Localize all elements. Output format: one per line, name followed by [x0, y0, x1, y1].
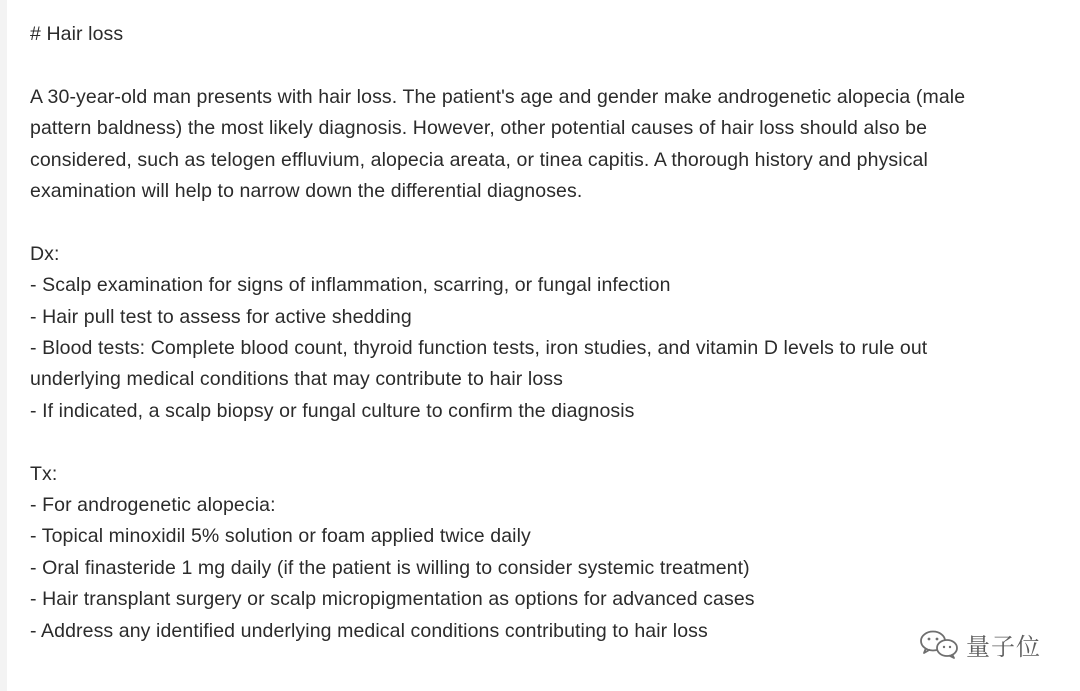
tx-item: - Address any identified underlying medical conditions contributing to hair loss [30, 619, 708, 642]
tx-item: - Topical minoxidil 5% solution or foam applied twice daily [30, 525, 531, 548]
intro-paragraph [30, 82, 1065, 208]
dx-section [30, 239, 1065, 427]
spacer [30, 207, 1065, 238]
note-content [30, 19, 1065, 647]
tx-item: - For androgenetic alopecia: [30, 494, 276, 517]
intro-line: considered, such as telogen effluvium, alopecia areata, or tinea capitis. A thorough history and physical [30, 148, 928, 171]
dx-item: - If indicated, a scalp biopsy or fungal culture to confirm the diagnosis [30, 399, 635, 422]
tx-item: - Oral finasteride 1 mg daily (if the patient is willing to consider systemic treatment) [30, 556, 750, 579]
dx-item: underlying medical conditions that may contribute to hair loss [30, 368, 563, 391]
note-heading: # Hair loss [30, 23, 124, 45]
intro-line: pattern baldness) the most likely diagnosis. However, other potential causes of hair loss should also be [30, 117, 928, 140]
tx-label: Tx: [30, 462, 58, 485]
dx-item: - Blood tests: Complete blood count, thyroid function tests, iron studies, and vitamin D levels to rule out [30, 337, 928, 360]
intro-line: A 30-year-old man presents with hair loss. The patient's age and gender make androgenetic alopecia (male [30, 85, 966, 108]
dx-item: - Scalp examination for signs of inflammation, scarring, or fungal infection [30, 274, 671, 297]
watermark-text: 量子位 [966, 632, 1041, 661]
watermark [918, 628, 1041, 660]
spacer [30, 427, 1065, 458]
left-margin-bar [0, 0, 7, 691]
tx-section [30, 459, 1065, 647]
dx-label: Dx: [30, 242, 60, 265]
wechat-icon [918, 629, 960, 659]
tx-item: - Hair transplant surgery or scalp micropigmentation as options for advanced cases [30, 588, 755, 611]
dx-item: - Hair pull test to assess for active shedding [30, 305, 412, 328]
intro-line: examination will help to narrow down the differential diagnoses. [30, 180, 583, 203]
spacer [30, 50, 1065, 81]
